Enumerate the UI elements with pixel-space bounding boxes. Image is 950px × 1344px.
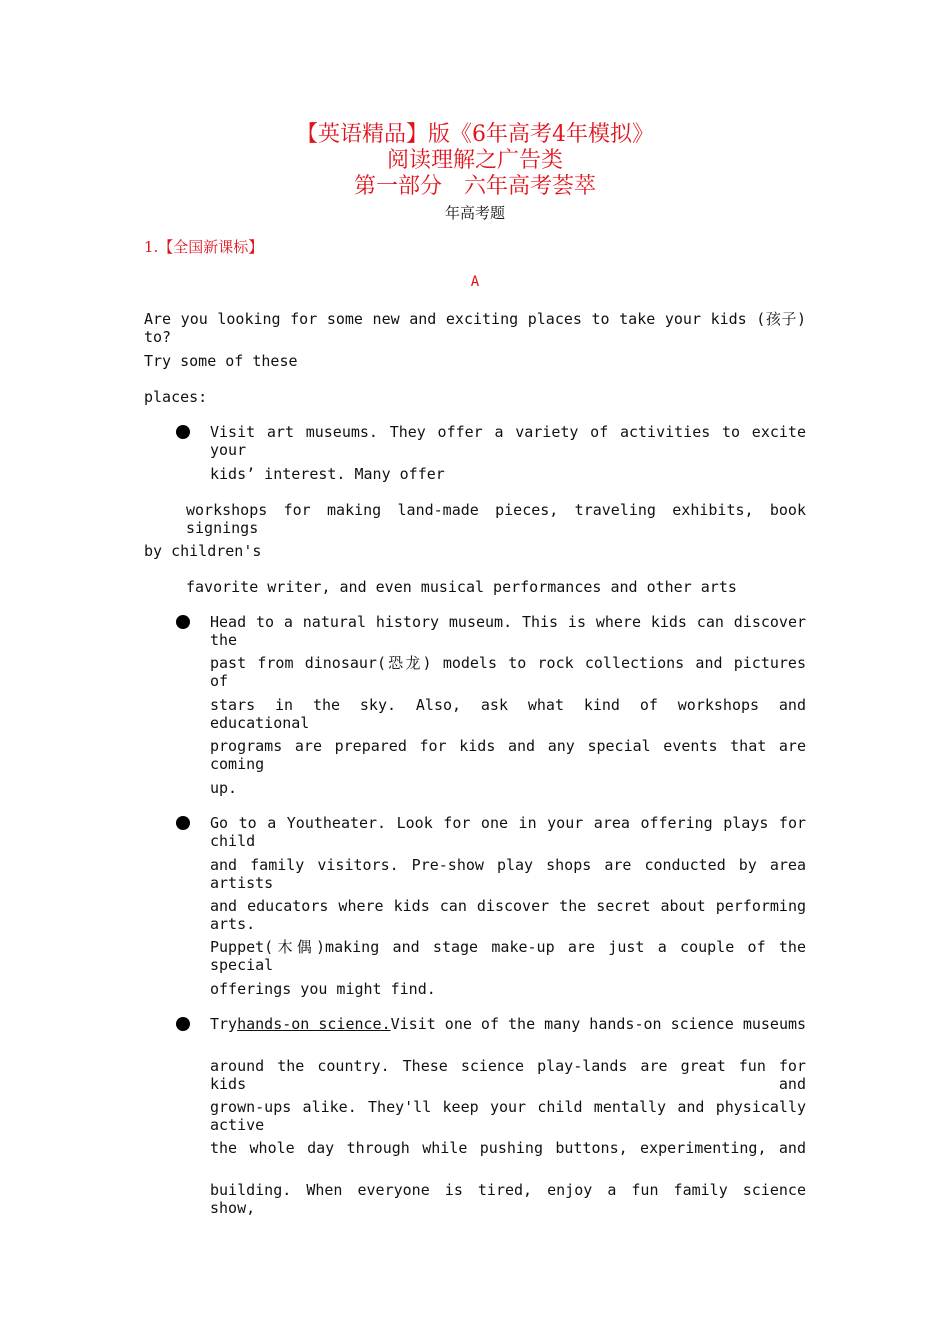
- bullet4-line-4: the whole day through while pushing buttons, experimenting, and: [210, 1139, 806, 1157]
- bullet1-line-1: Visit art museums. They offer a variety of activities to excite your: [210, 423, 806, 459]
- intro-line-3: places:: [144, 388, 208, 406]
- bullet2-line-4: programs are prepared for kids and any special events that are coming: [210, 737, 806, 773]
- bullet2-line-3: stars in the sky. Also, ask what kind of workshops and educational: [210, 696, 806, 732]
- question-label: 1.【全国新课标】: [144, 238, 264, 256]
- bullet1-line-3: workshops for making land-made pieces, traveling exhibits, book signings: [186, 501, 806, 537]
- bullet-icon: [176, 615, 190, 629]
- bullet3-line-3: and educators where kids can discover the secret about performing arts.: [210, 897, 806, 933]
- bullet3-line-2: and family visitors. Pre-show play shops are conducted by area artists: [210, 856, 806, 892]
- section-label: A: [470, 274, 480, 290]
- bullet3-line-1: Go to a Youtheater. Look for one in your area offering plays for child: [210, 814, 806, 850]
- bullet4-line-5: building. When everyone is tired, enjoy a fun family science show,: [210, 1181, 806, 1217]
- bullet2-line-1: Head to a natural history museum. This is where kids can discover the: [210, 613, 806, 649]
- bullet1-line-4: by children's: [144, 542, 262, 560]
- bullet4-line-3: grown-ups alike. They'll keep your child mentally and physically active: [210, 1098, 806, 1134]
- bullet2-line-2: past from dinosaur(恐龙) models to rock collections and pictures of: [210, 654, 806, 690]
- title-line-2: 阅读理解之广告类: [386, 148, 563, 173]
- bullet4-line-1-prefix: Try: [210, 1015, 238, 1033]
- bullet2-line-5: up.: [210, 779, 238, 797]
- bullet-icon: [176, 816, 190, 830]
- bullet4-line-2: around the country. These science play-lands are great fun for kids and: [210, 1057, 806, 1093]
- bullet3-line-4: Puppet(木偶)making and stage make-up are just a couple of the special: [210, 938, 806, 974]
- subtitle: 年高考题: [444, 204, 505, 222]
- hands-on-science-underlined: hands-on science.: [237, 1015, 391, 1033]
- bullet4-line-1-rest: Visit one of the many hands-on science museums: [390, 1015, 807, 1033]
- title-line-3: 第一部分 六年高考荟萃: [353, 174, 596, 199]
- intro-line-1: Are you looking for some new and exciting places to take your kids (孩子) to?: [144, 310, 806, 346]
- bullet1-line-5: favorite writer, and even musical performances and other arts: [186, 578, 737, 596]
- bullet-icon: [176, 425, 190, 439]
- bullet1-line-2: kids’ interest. Many offer: [210, 465, 445, 483]
- intro-line-2: Try some of these: [144, 352, 298, 370]
- bullet3-line-5: offerings you might find.: [210, 980, 436, 998]
- bullet4-line-1: [210, 1015, 806, 1033]
- bullet-icon: [176, 1017, 190, 1031]
- title-line-1: 【英语精品】版《6年高考4年模拟》: [296, 122, 654, 147]
